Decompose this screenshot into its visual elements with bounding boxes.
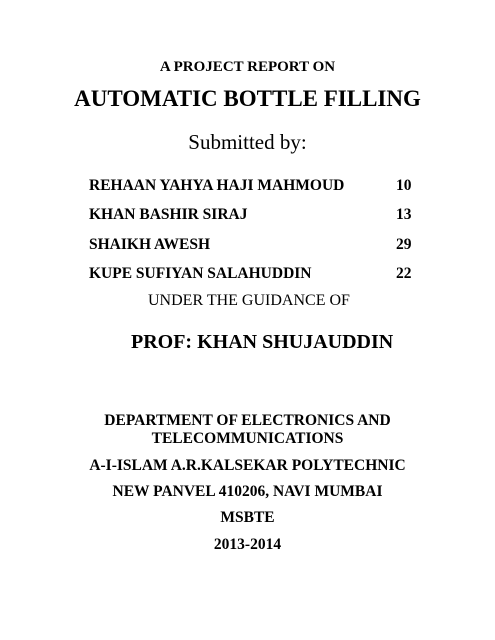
guidance-label: UNDER THE GUIDANCE OF: [148, 292, 350, 309]
member-name: KHAN BASHIR SIRAJ: [89, 206, 248, 223]
member-roll-number: 22: [396, 265, 412, 282]
board-name: MSBTE: [220, 509, 275, 526]
member-name: REHAAN YAHYA HAJI MAHMOUD: [89, 177, 345, 194]
member-roll-number: 13: [396, 206, 412, 223]
report-title: AUTOMATIC BOTTLE FILLING: [74, 86, 421, 111]
department-line-2: TELECOMMUNICATIONS: [151, 430, 344, 447]
institute-address: NEW PANVEL 410206, NAVI MUMBAI: [112, 483, 383, 500]
member-roll-number: 29: [396, 236, 412, 253]
institute-name: A-I-ISLAM A.R.KALSEKAR POLYTECHNIC: [89, 457, 406, 474]
member-roll-number: 10: [396, 177, 412, 194]
academic-year: 2013-2014: [213, 536, 282, 553]
report-pre-title: A PROJECT REPORT ON: [159, 59, 336, 75]
submitted-by-label: Submitted by:: [188, 130, 307, 154]
department-line-1: DEPARTMENT OF ELECTRONICS AND: [104, 412, 391, 429]
guide-name: PROF: KHAN SHUJAUDDIN: [131, 331, 394, 353]
member-name: SHAIKH AWESH: [89, 236, 211, 253]
member-name: KUPE SUFIYAN SALAHUDDIN: [89, 265, 312, 282]
